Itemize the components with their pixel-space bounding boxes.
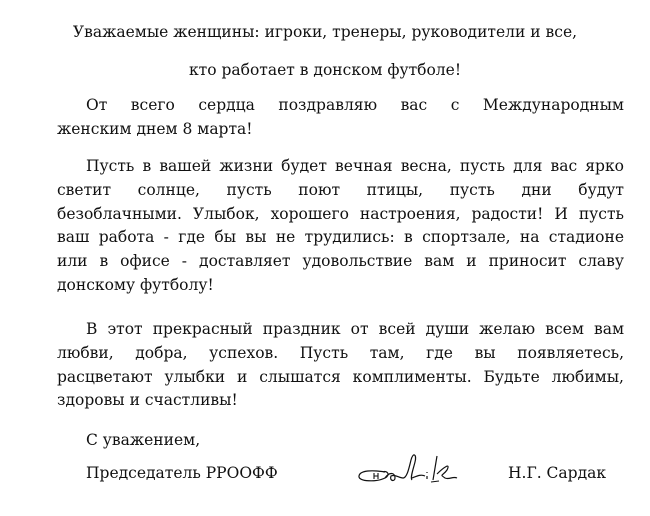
text-line: От всего сердца поздравляю вас с Международным <box>86 96 624 114</box>
text-line: донскому футболу! <box>57 275 214 294</box>
paragraph-2 <box>57 155 624 298</box>
greeting-line-1: Уважаемые женщины: игроки, тренеры, руководители и все, <box>72 23 578 41</box>
handwritten-signature <box>355 448 475 488</box>
text-line: расцветают улыбки и слышатся комплименты. Будьте любимы, <box>57 367 624 386</box>
text-line: ваш работа - где бы вы не трудились: в спортзале, на стадионе <box>57 228 624 247</box>
text-line: Пусть в вашей жизни будет вечная весна, пусть для вас ярко <box>86 157 624 175</box>
paragraph-3 <box>57 318 624 413</box>
signatory-position: Председатель РРООФФ <box>86 464 278 482</box>
text-line: любви, добра, успехов. Пусть там, где вы появляетесь, <box>57 343 624 362</box>
greeting-line-2: кто работает в донском футболе! <box>188 61 462 79</box>
text-line: светит солнце, пусть поют птицы, пусть дни будут <box>57 180 624 199</box>
text-line: или в офисе - доставляет удовольствие вам и приносит славу <box>57 252 624 271</box>
text-line: безоблачными. Улыбок, хорошего настроения, радости! И пусть <box>57 204 624 223</box>
text-line: здоровы и счастливы! <box>57 391 238 410</box>
text-line: женским днем 8 марта! <box>57 119 253 138</box>
text-line: В этот прекрасный праздник от всей души желаю всем вам <box>86 320 624 338</box>
paragraph-1 <box>57 94 624 142</box>
closing: С уважением, <box>86 431 201 449</box>
signatory-name: Н.Г. Сардак <box>508 464 607 482</box>
